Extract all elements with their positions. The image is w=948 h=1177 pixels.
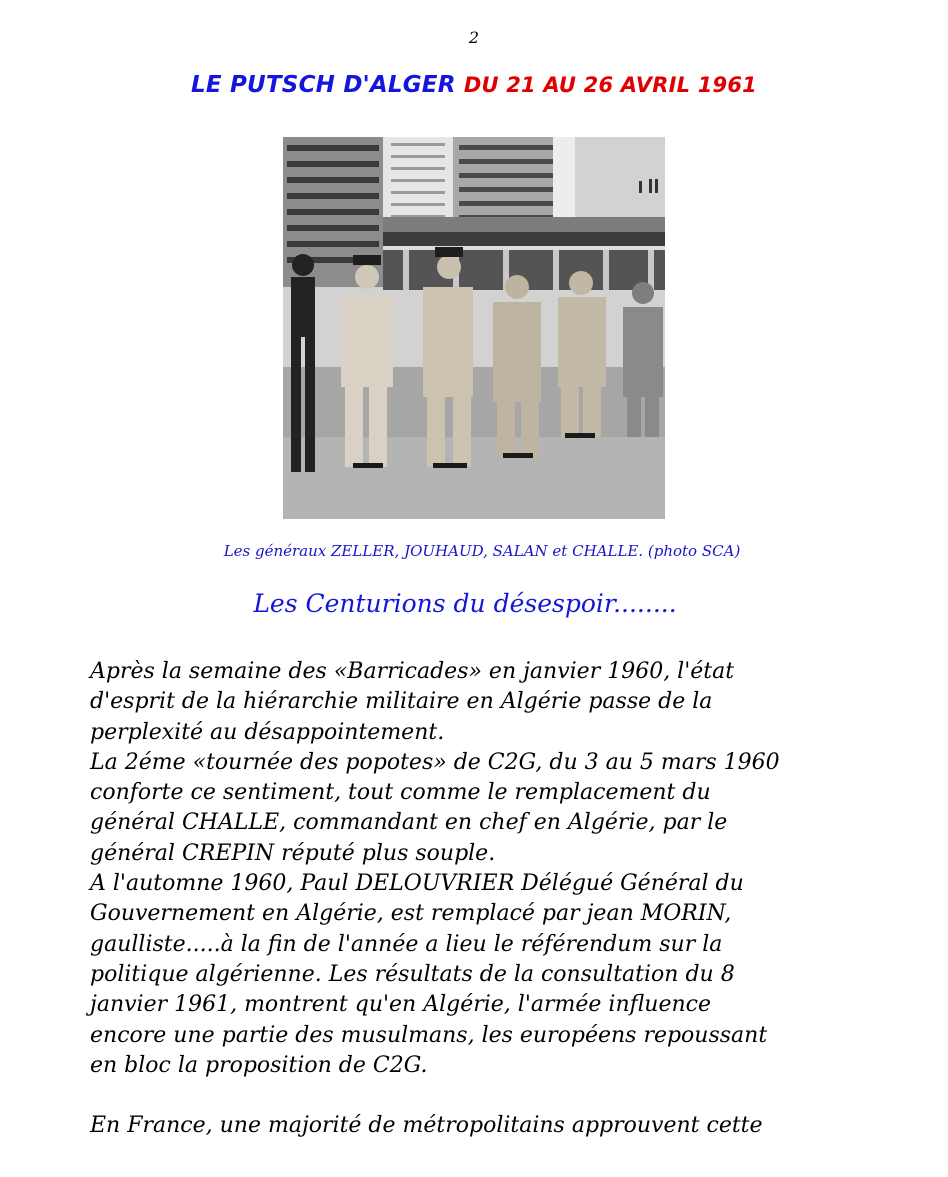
body-line: général CHALLE, commandant en chef en Algérie, par le xyxy=(90,810,728,836)
photo-caption: Les généraux ZELLER, JOUHAUD, SALAN et CHALLE. (photo SCA) xyxy=(223,542,741,560)
section-subtitle: Les Centurions du désespoir........ xyxy=(253,589,677,618)
body-line: conforte ce sentiment, tout comme le remplacement du xyxy=(90,780,711,806)
body-line: La 2éme «tournée des popotes» de C2G, du 3 au 5 mars 1960 xyxy=(90,749,780,775)
title-main: LE PUTSCH D'ALGER xyxy=(191,72,456,98)
body-line: politique algérienne. Les résultats de la consultation du 8 xyxy=(90,961,735,987)
historical-photo xyxy=(283,137,665,519)
body-line: A l'automne 1960, Paul DELOUVRIER Délégué Général du xyxy=(90,871,744,897)
body-line: En France, une majorité de métropolitains approuvent cette xyxy=(90,1113,763,1139)
body-line: général CREPIN réputé plus souple. xyxy=(90,840,496,866)
body-line: gaulliste.....à la fin de l'année a lieu le référendum sur la xyxy=(90,931,723,957)
article-body xyxy=(90,657,880,1142)
paragraph-gap xyxy=(90,1081,880,1111)
body-line: Gouvernement en Algérie, est remplacé par jean MORIN, xyxy=(90,901,732,927)
body-line: perplexité au désappointement. xyxy=(90,719,445,745)
body-line: d'esprit de la hiérarchie militaire en Algérie passe de la xyxy=(90,689,713,715)
body-line: en bloc la proposition de C2G. xyxy=(90,1052,428,1078)
body-line: encore une partie des musulmans, les européens repoussant xyxy=(90,1022,768,1048)
page-number: 2 xyxy=(468,28,480,47)
body-line: janvier 1961, montrent qu'en Algérie, l'armée influence xyxy=(90,992,711,1018)
title-dates: DU 21 AU 26 AVRIL 1961 xyxy=(463,73,757,97)
body-line: Après la semaine des «Barricades» en janvier 1960, l'état xyxy=(90,659,735,684)
page-title xyxy=(0,72,948,98)
